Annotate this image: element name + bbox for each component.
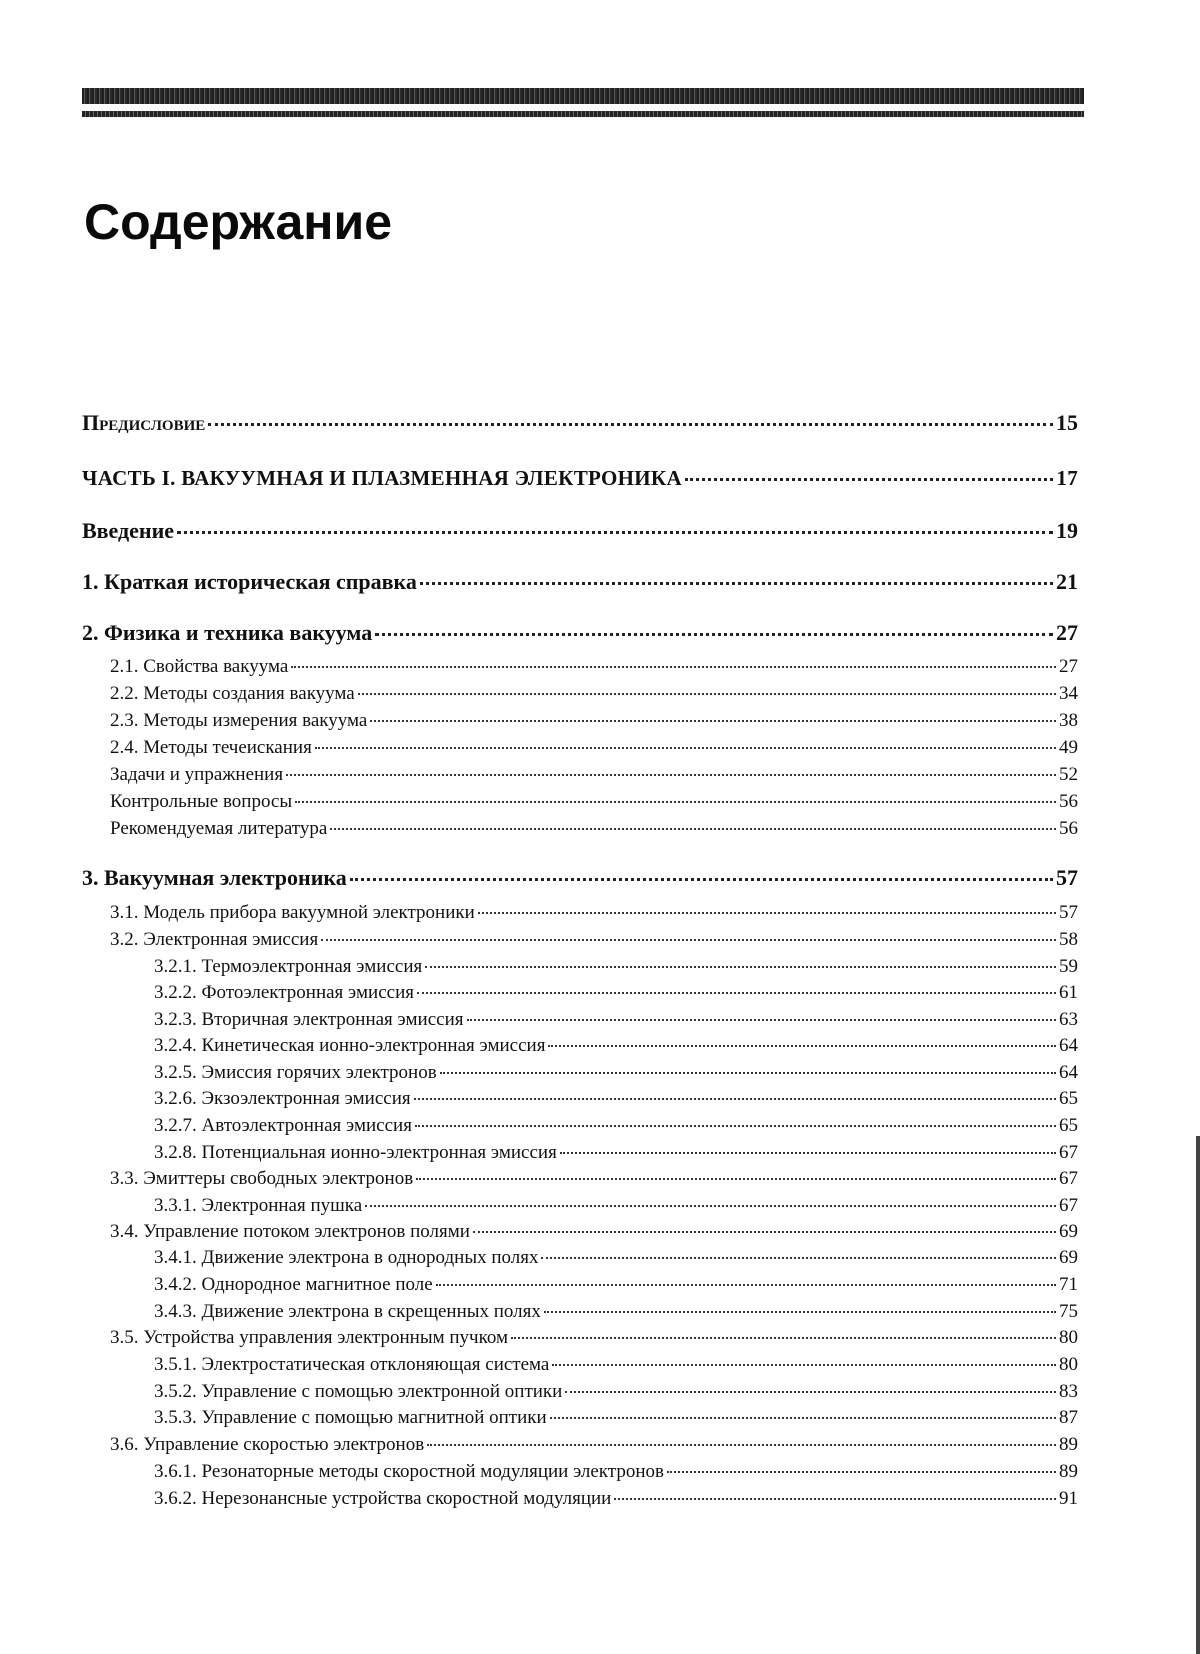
- toc-dot-leader: [425, 966, 1056, 968]
- toc-dot-leader: [330, 828, 1056, 830]
- toc-entry-label: 3.2.7. Автоэлектронная эмиссия: [154, 1115, 412, 1136]
- toc-dot-leader: [358, 693, 1056, 695]
- toc-entry-label: 2.3. Методы измерения вакуума: [110, 710, 368, 731]
- toc-entry: [82, 1488, 1078, 1510]
- toc-page-number: 69: [1059, 1221, 1078, 1242]
- toc-entry: [82, 1221, 1078, 1243]
- toc-page-number: 65: [1059, 1088, 1078, 1109]
- scan-edge-mark: [1196, 1136, 1200, 1654]
- toc-entry-label: 3.4.2. Однородное магнитное поле: [154, 1274, 433, 1295]
- toc-page-number: 34: [1059, 683, 1078, 704]
- toc-page-number: 83: [1059, 1381, 1078, 1402]
- toc-entry-label: Предисловие: [82, 410, 206, 435]
- toc-dot-leader: [416, 1178, 1056, 1180]
- toc-entry-label: Введение: [82, 518, 175, 543]
- toc-dot-leader: [414, 1098, 1056, 1100]
- header-decorative-rule-thin: [82, 111, 1084, 117]
- toc-dot-leader: [286, 774, 1056, 776]
- toc-page-number: 64: [1059, 1062, 1078, 1083]
- toc-page-number: 89: [1059, 1434, 1078, 1455]
- toc-entry: [82, 737, 1078, 759]
- toc-page-number: 63: [1059, 1009, 1078, 1030]
- toc-page-number: 71: [1059, 1274, 1078, 1295]
- toc-entry: [82, 956, 1078, 978]
- toc-entry-label: 2.4. Методы течеискания: [110, 737, 312, 758]
- toc-dot-leader: [685, 478, 1053, 481]
- toc-entry: [82, 791, 1078, 813]
- toc-page-number: 91: [1059, 1488, 1078, 1509]
- toc-dot-leader: [370, 720, 1056, 722]
- toc-page-number: 17: [1056, 466, 1078, 490]
- toc-entry: [82, 1434, 1078, 1456]
- toc-page-number: 58: [1059, 929, 1078, 950]
- toc-entry: [82, 710, 1078, 732]
- toc-entry-label: 3.6.2. Нерезонансные устройства скоростной модуляции: [154, 1488, 612, 1509]
- toc-entry-label: 3.2.5. Эмиссия горячих электронов: [154, 1062, 437, 1083]
- toc-page-number: 21: [1056, 569, 1078, 594]
- toc-dot-leader: [436, 1284, 1056, 1286]
- toc-entry: [82, 902, 1078, 924]
- toc-entry-label: 3.3.1. Электронная пушка: [154, 1195, 363, 1216]
- toc-page-number: 64: [1059, 1035, 1078, 1056]
- toc-entry: [82, 410, 1078, 436]
- toc-entry-label: 2. Физика и техника вакуума: [82, 620, 373, 645]
- toc-entry-label: 3.2.6. Экзоэлектронная эмиссия: [154, 1088, 411, 1109]
- toc-dot-leader: [478, 912, 1056, 914]
- toc-page-number: 69: [1059, 1247, 1078, 1268]
- toc-page-number: 67: [1059, 1195, 1078, 1216]
- toc-entry-label: 3. Вакуумная электроника: [82, 865, 347, 890]
- toc-entry: [82, 1354, 1078, 1376]
- toc-entry-label: 3.5.3. Управление с помощью магнитной оптики: [154, 1407, 547, 1428]
- toc-entry-label: 3.6. Управление скоростью электронов: [110, 1434, 425, 1455]
- toc-page-number: 52: [1059, 764, 1078, 785]
- toc-dot-leader: [440, 1072, 1056, 1074]
- toc-entry-label: ЧАСТЬ I. ВАКУУМНАЯ И ПЛАЗМЕННАЯ ЭЛЕКТРОНИКА: [82, 466, 682, 490]
- toc-entry: [82, 764, 1078, 786]
- toc-entry-label: 3.6.1. Резонаторные методы скоростной модуляции электронов: [154, 1461, 664, 1482]
- toc-page-number: 57: [1059, 902, 1078, 923]
- toc-page-number: 67: [1059, 1168, 1078, 1189]
- toc-dot-leader: [544, 1311, 1056, 1313]
- toc-dot-leader: [560, 1152, 1056, 1154]
- toc-page-number: 61: [1059, 982, 1078, 1003]
- toc-dot-leader: [552, 1364, 1056, 1366]
- toc-entry: [82, 683, 1078, 705]
- toc-page-number: 89: [1059, 1461, 1078, 1482]
- toc-dot-leader: [467, 1019, 1057, 1021]
- toc-page-number: 80: [1059, 1327, 1078, 1348]
- toc-entry-label: 1. Краткая историческая справка: [82, 569, 417, 594]
- toc-page-number: 59: [1059, 956, 1078, 977]
- toc-entry-label: 3.2.1. Термоэлектронная эмиссия: [154, 956, 423, 977]
- toc-dot-leader: [667, 1471, 1056, 1473]
- toc-entry-label: 3.2.3. Вторичная электронная эмиссия: [154, 1009, 464, 1030]
- toc-entry: [82, 620, 1078, 646]
- toc-entry: [82, 1461, 1078, 1483]
- toc-entry-label: 3.1. Модель прибора вакуумной электроники: [110, 902, 475, 923]
- toc-entry-label: 3.4.3. Движение электрона в скрещенных полях: [154, 1301, 541, 1322]
- toc-entry-label: 3.5.2. Управление с помощью электронной оптики: [154, 1381, 563, 1402]
- toc-entry-label: 2.2. Методы создания вакуума: [110, 683, 355, 704]
- toc-dot-leader: [295, 801, 1056, 803]
- toc-dot-leader: [177, 531, 1053, 534]
- toc-dot-leader: [350, 878, 1053, 881]
- toc-dot-leader: [420, 582, 1053, 585]
- toc-page-number: 67: [1059, 1142, 1078, 1163]
- toc-entry-label: 3.5. Устройства управления электронным пучком: [110, 1327, 509, 1348]
- toc-entry-label: 3.3. Эмиттеры свободных электронов: [110, 1168, 414, 1189]
- toc-entry: [82, 929, 1078, 951]
- toc-entry: [82, 1115, 1078, 1137]
- toc-page-number: 57: [1056, 865, 1078, 890]
- toc-entry: [82, 1062, 1078, 1084]
- toc-entry: [82, 518, 1078, 544]
- toc-page-number: 80: [1059, 1354, 1078, 1375]
- toc-entry: [82, 1088, 1078, 1110]
- toc-entry: [82, 1035, 1078, 1057]
- page-title: Содержание: [84, 194, 393, 250]
- toc-page-number: 19: [1056, 518, 1078, 543]
- toc-page-number: 38: [1059, 710, 1078, 731]
- toc-entry-label: 2.1. Свойства вакуума: [110, 656, 289, 677]
- toc-entry: [82, 656, 1078, 678]
- toc-page-number: 87: [1059, 1407, 1078, 1428]
- toc-entry-label: 3.2.2. Фотоэлектронная эмиссия: [154, 982, 414, 1003]
- toc-dot-leader: [375, 633, 1053, 636]
- toc-entry: [82, 1274, 1078, 1296]
- toc-dot-leader: [565, 1391, 1056, 1393]
- toc-dot-leader: [208, 423, 1053, 426]
- toc-entry: [82, 1142, 1078, 1164]
- toc-dot-leader: [415, 1125, 1056, 1127]
- toc-page-number: 56: [1059, 818, 1078, 839]
- toc-dot-leader: [548, 1045, 1056, 1047]
- toc-entry-label: 3.2.8. Потенциальная ионно-электронная эмиссия: [154, 1142, 557, 1163]
- toc-entry-label: 3.2.4. Кинетическая ионно-электронная эмиссия: [154, 1035, 546, 1056]
- toc-entry-label: Контрольные вопросы: [110, 791, 293, 812]
- toc-dot-leader: [511, 1337, 1056, 1339]
- toc-dot-leader: [365, 1205, 1056, 1207]
- toc-entry: [82, 865, 1078, 891]
- toc-entry: [82, 1381, 1078, 1403]
- toc-dot-leader: [550, 1417, 1056, 1419]
- toc-page-number: 65: [1059, 1115, 1078, 1136]
- toc-entry: [82, 1407, 1078, 1429]
- toc-dot-leader: [321, 939, 1056, 941]
- toc-entry: [82, 1247, 1078, 1269]
- toc-page-number: 15: [1056, 410, 1078, 435]
- header-decorative-rule: [82, 88, 1084, 104]
- toc-entry-label: 3.5.1. Электростатическая отклоняющая система: [154, 1354, 550, 1375]
- toc-page-number: 75: [1059, 1301, 1078, 1322]
- toc-dot-leader: [614, 1498, 1056, 1500]
- toc-entry: [82, 1009, 1078, 1031]
- toc-entry-label: Задачи и упражнения: [110, 764, 284, 785]
- toc-entry: [82, 1168, 1078, 1190]
- toc-entry: [82, 1327, 1078, 1349]
- toc-entry: [82, 1301, 1078, 1323]
- toc-entry: [82, 982, 1078, 1004]
- toc-page-number: 27: [1056, 620, 1078, 645]
- toc-page-number: 56: [1059, 791, 1078, 812]
- toc-dot-leader: [291, 666, 1056, 668]
- toc-dot-leader: [473, 1231, 1056, 1233]
- toc-entry: [82, 569, 1078, 595]
- toc-dot-leader: [315, 747, 1056, 749]
- toc-entry: [82, 466, 1078, 491]
- toc-entry-label: 3.4.1. Движение электрона в однородных полях: [154, 1247, 539, 1268]
- toc-dot-leader: [417, 992, 1056, 994]
- toc-page-number: 49: [1059, 737, 1078, 758]
- toc-entry-label: 3.2. Электронная эмиссия: [110, 929, 319, 950]
- toc-entry-label: 3.4. Управление потоком электронов полями: [110, 1221, 470, 1242]
- toc-page-number: 27: [1059, 656, 1078, 677]
- toc-dot-leader: [427, 1444, 1056, 1446]
- toc-dot-leader: [541, 1257, 1056, 1259]
- toc-entry-label: Рекомендуемая литература: [110, 818, 328, 839]
- toc-entry: [82, 1195, 1078, 1217]
- toc-entry: [82, 818, 1078, 840]
